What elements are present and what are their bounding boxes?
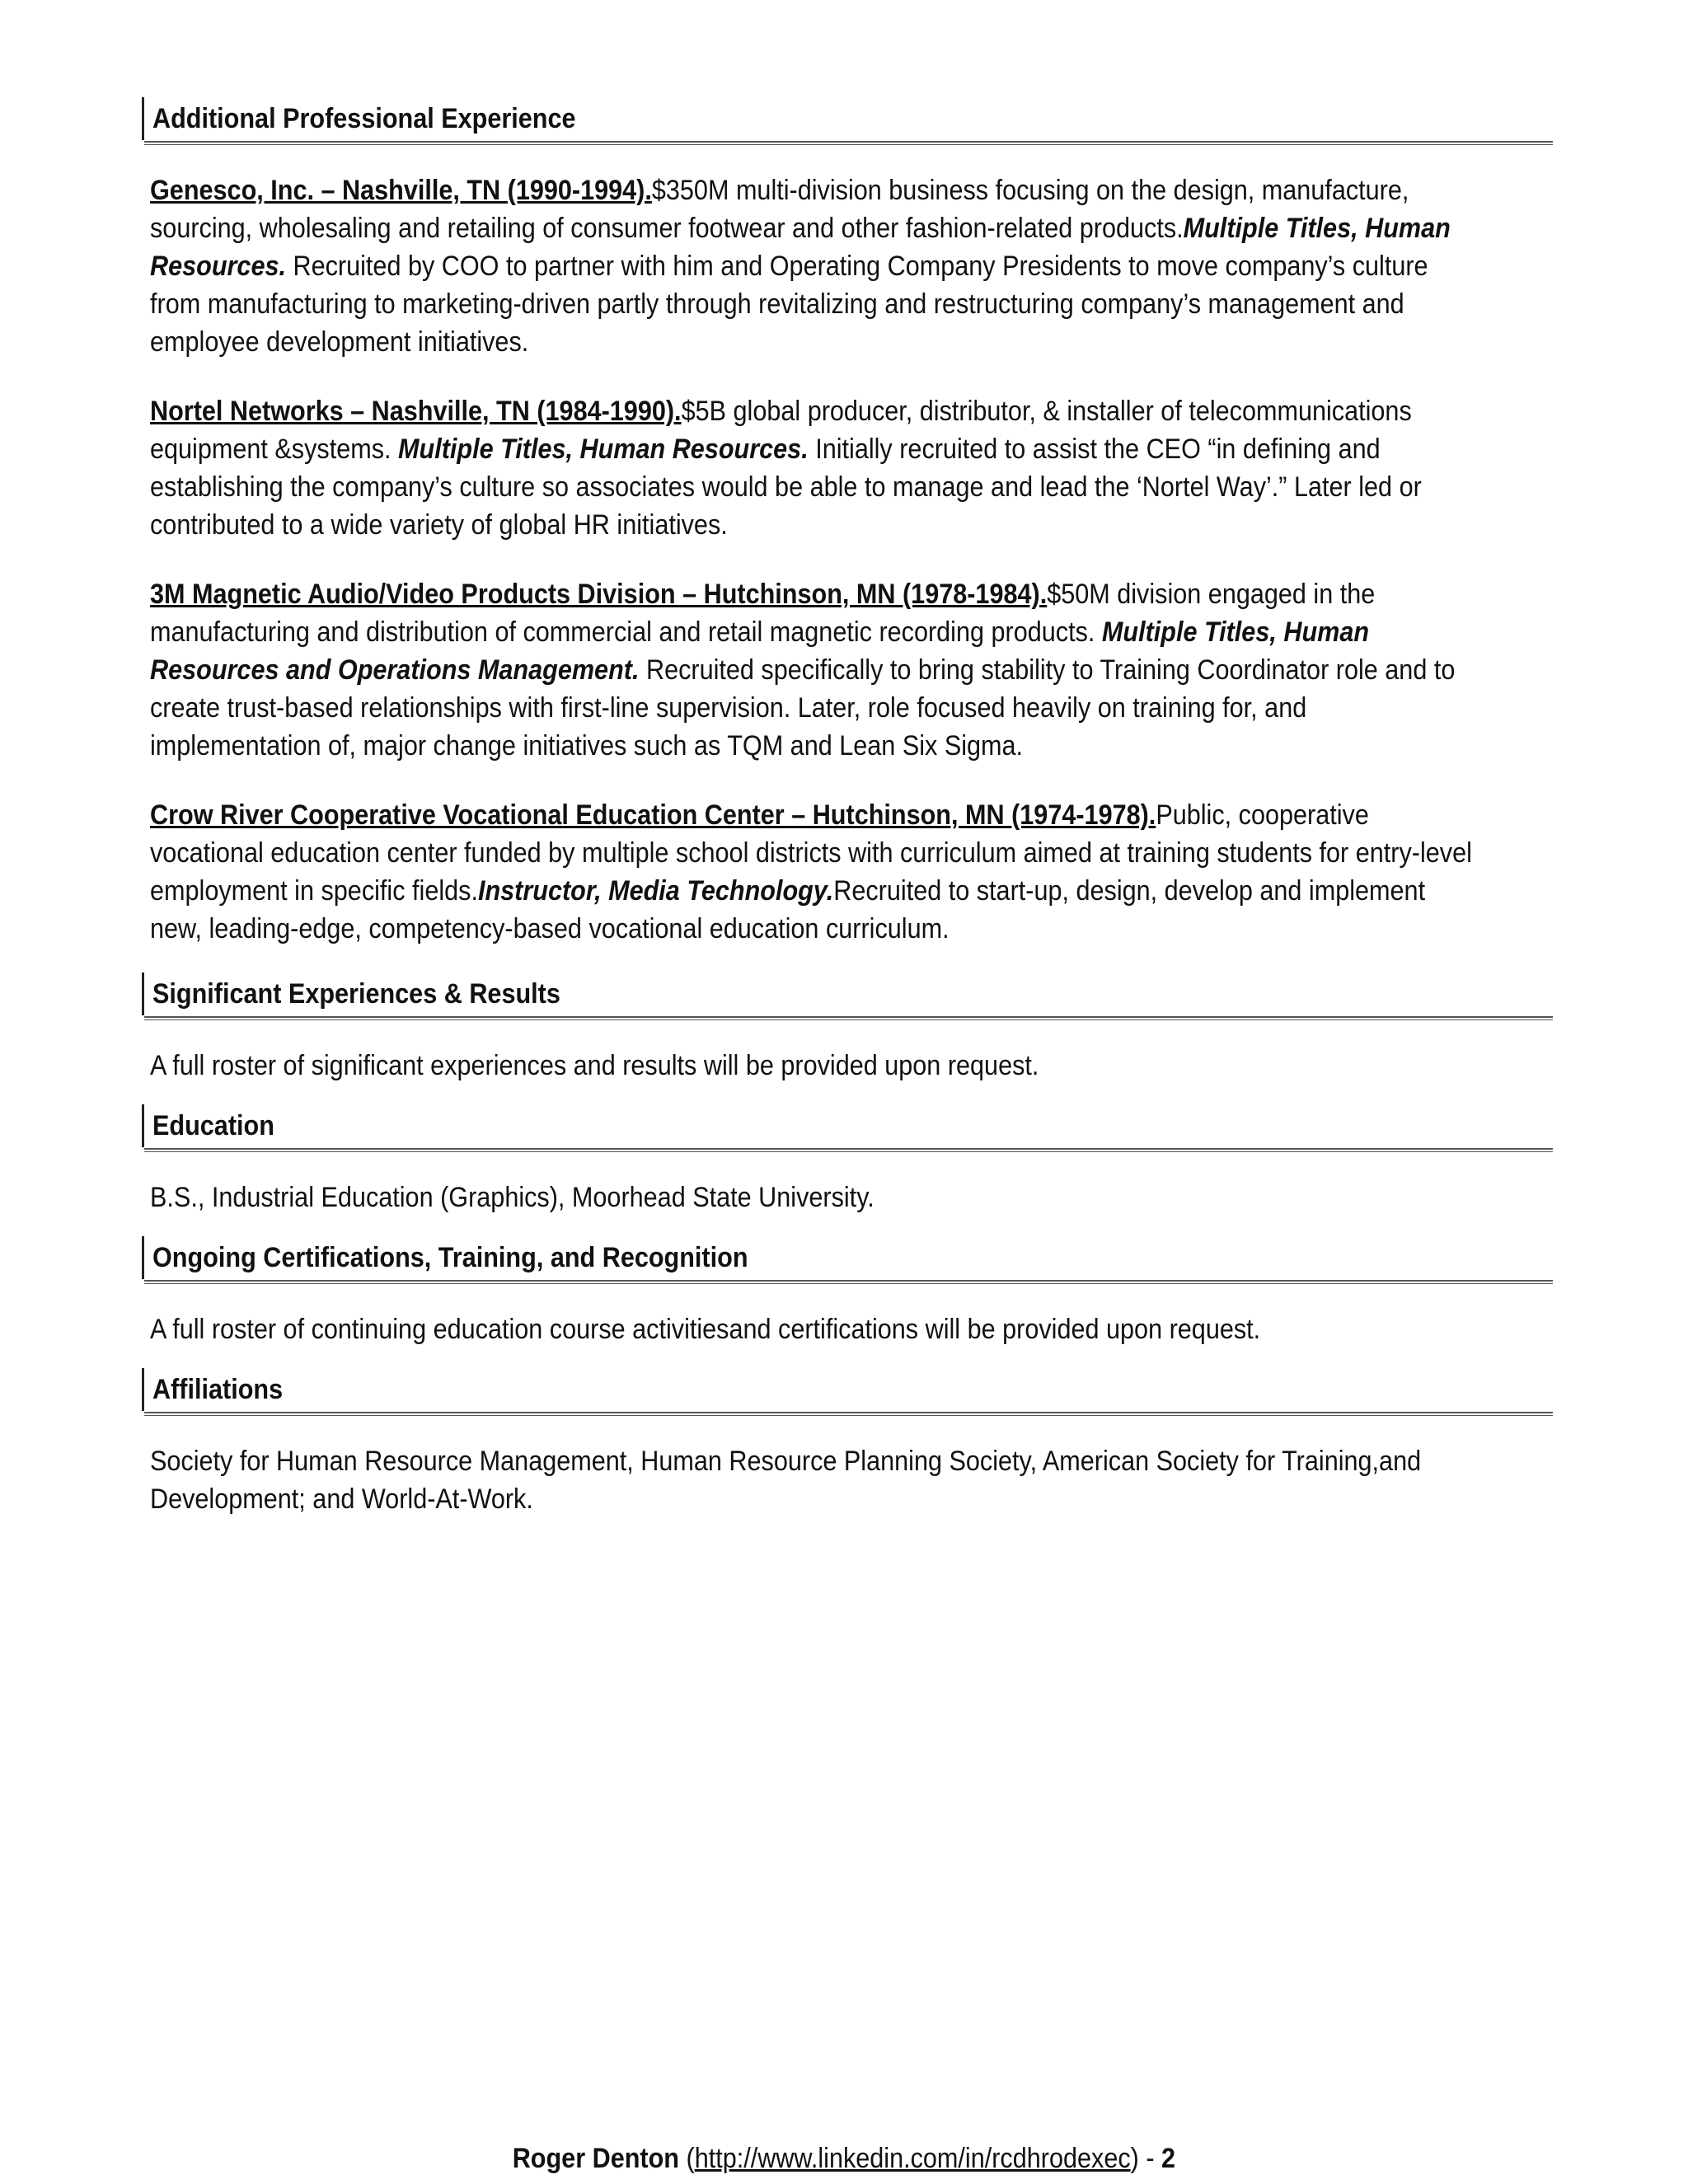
- job-title: Multiple Titles, Human Resources.: [398, 434, 809, 465]
- education-text: B.S., Industrial Education (Graphics), Moorhead State University.: [150, 1182, 874, 1213]
- linkedin-link[interactable]: http://www.linkedin.com/in/rcdhrodexec: [694, 2143, 1131, 2174]
- results-text: A full roster of significant experiences and results will be provided upon request.: [150, 1050, 1039, 1081]
- employer-name: Crow River Cooperative Vocational Education Center – Hutchinson, MN (1974-1978).: [150, 799, 1156, 831]
- experience-entry-genesco: [150, 171, 1478, 361]
- resume-page: [142, 97, 1553, 1538]
- job-detail: Recruited specifically to bring stability to Training Coordinator role and to create trust-based relationships with first-line supervision. Later, role focused heavily on training for, and implementation of, major change initiatives such as TQM and Lean Six Sigma.: [150, 654, 1456, 762]
- employer-description: $50M division engaged in the manufacturing and distribution of commercial and retail magnetic recording products.: [150, 579, 1376, 648]
- employer-name: Nortel Networks – Nashville, TN (1984-1990).: [150, 396, 682, 427]
- job-detail: Recruited to start-up, design, develop and implement new, leading-edge, competency-based vocational education curriculum.: [150, 875, 1426, 944]
- section-rule: [144, 1016, 1553, 1020]
- job-title: Multiple Titles, Human Resources and Operations Management.: [150, 616, 1370, 686]
- section-rule: [144, 1148, 1553, 1152]
- job-detail: Initially recruited to assist the CEO “in defining and establishing the company’s culture so associates would be able to manage and lead the ‘Nortel Way’.” Later led or contributed to a wide variety of global HR initiatives.: [150, 434, 1422, 541]
- job-detail: Recruited by COO to partner with him and Operating Company Presidents to move company’s culture from manufacturing to marketing-driven partly through revitalizing and restructuring company’s management and employee development initiatives.: [150, 251, 1428, 358]
- employer-description: $350M multi-division business focusing on the design, manufacture, sourcing, wholesaling and retailing of consumer footwear and other fashion-related products.: [150, 175, 1409, 244]
- section-rule: [144, 141, 1553, 145]
- page-number: 2: [1161, 2143, 1176, 2174]
- section-header-education: [142, 1104, 1553, 1147]
- footer-open-paren: (: [679, 2143, 695, 2174]
- affiliations-text: Society for Human Resource Management, Human Resource Planning Society, American Society for Training,and Development; and World-At-Work.: [150, 1446, 1422, 1515]
- employer-description: $5B global producer, distributor, & installer of telecommunications equipment &systems.: [150, 396, 1412, 465]
- section-title: Significant Experiences & Results: [152, 978, 560, 1010]
- section-title: Ongoing Certifications, Training, and Recognition: [152, 1242, 748, 1273]
- page-footer: [0, 2143, 1688, 2175]
- job-title: Instructor, Media Technology.: [477, 875, 834, 907]
- section-title: Additional Professional Experience: [152, 103, 576, 134]
- employer-name: 3M Magnetic Audio/Video Products Division – Hutchinson, MN (1978-1984).: [150, 579, 1048, 610]
- section-header-affiliations: [142, 1368, 1553, 1411]
- section-header-results: [142, 972, 1553, 1015]
- section-header-certifications: [142, 1236, 1553, 1279]
- employer-description: Public, cooperative vocational education center funded by multiple school districts with curriculum aimed at training students for entry-level employment in specific fields.: [150, 799, 1472, 907]
- section-header-experience: [142, 97, 1553, 140]
- employer-name: Genesco, Inc. – Nashville, TN (1990-1994).: [150, 175, 652, 206]
- section-rule: [144, 1280, 1553, 1284]
- section-title: Education: [152, 1110, 274, 1141]
- section-rule: [144, 1412, 1553, 1416]
- experience-entry-nortel: [150, 392, 1478, 544]
- footer-separator: ) -: [1130, 2143, 1162, 2174]
- experience-entry-3m: [150, 575, 1478, 765]
- experience-entry-crow-river: [150, 796, 1478, 948]
- certifications-text: A full roster of continuing education course activitiesand certifications will be provided upon request.: [150, 1314, 1261, 1345]
- author-name: Roger Denton: [512, 2143, 680, 2174]
- section-title: Affiliations: [152, 1374, 284, 1405]
- job-title: Multiple Titles, Human Resources.: [150, 213, 1451, 282]
